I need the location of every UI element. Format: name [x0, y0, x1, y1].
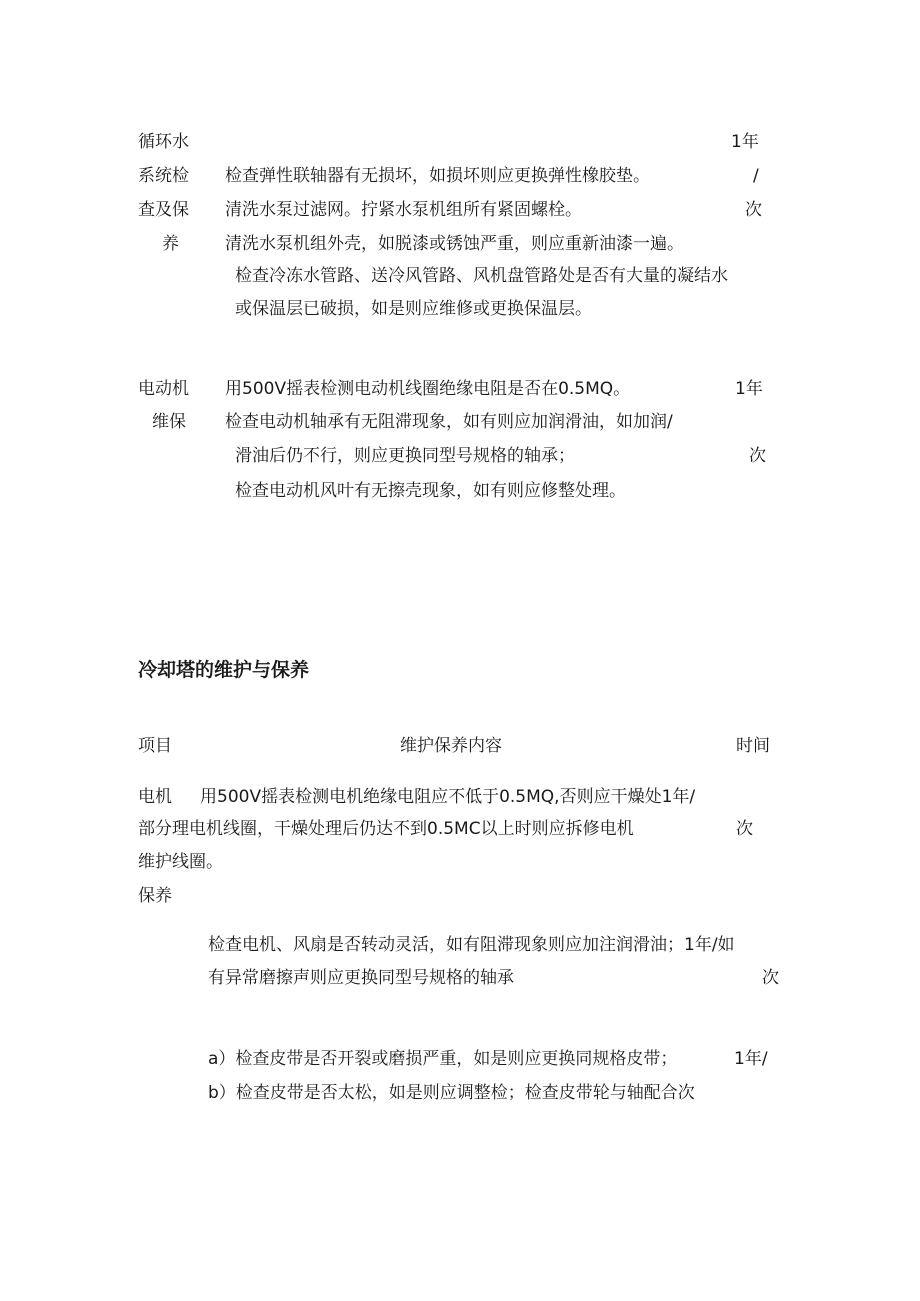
maintenance-line: 清洗水泵过滤网。拧紧水泵机组所有紧固螺栓。: [225, 200, 582, 220]
item-label-line: 电机: [138, 787, 172, 807]
interval-text: 1年: [735, 379, 763, 399]
interval-text: /: [753, 166, 759, 186]
item-label-line: 查及保: [138, 200, 189, 220]
interval-text: 次: [736, 819, 753, 839]
maintenance-line: 有异常磨擦声则应更换同型号规格的轴承: [208, 968, 514, 988]
item-label-line: 系统检: [138, 166, 189, 186]
interval-text: 1年: [731, 132, 759, 152]
maintenance-line: 检查冷冻水管路、送冷风管路、风机盘管路处是否有大量的凝结水: [235, 266, 728, 286]
header-content: 维护保养内容: [400, 736, 502, 756]
maintenance-line: a）检查皮带是否开裂或磨损严重，如是则应更换同规格皮带；: [208, 1049, 678, 1069]
header-time: 时间: [736, 736, 770, 756]
header-item: 项目: [138, 736, 172, 756]
maintenance-line: 用500V摇表检测电动机线圈绝缘电阻是否在0.5MQ。: [225, 379, 631, 399]
maintenance-line: 检查电动机风叶有无擦壳现象，如有则应修整处理。: [235, 481, 626, 501]
maintenance-line: 滑油后仍不行，则应更换同型号规格的轴承；: [235, 446, 575, 466]
maintenance-line: 清洗水泵机组外壳，如脱漆或锈蚀严重，则应重新油漆一遍。: [225, 234, 684, 254]
item-label-line: 电动机: [138, 379, 189, 399]
item-label-line: 养: [162, 234, 179, 254]
maintenance-line: 检查电机、风扇是否转动灵活，如有阻滞现象则应加注润滑油；1年/如: [208, 935, 735, 955]
section-heading: 冷却塔的维护与保养: [138, 659, 310, 681]
maintenance-line: 部分理电机线圈，干燥处理后仍达不到0.5MC以上时则应拆修电机: [138, 819, 634, 839]
maintenance-line: b）检查皮带是否太松，如是则应调整检；检查皮带轮与轴配合次: [208, 1083, 695, 1103]
maintenance-line: 维护线圈。: [138, 852, 223, 872]
maintenance-line: 或保温层已破损，如是则应维修或更换保温层。: [235, 299, 592, 319]
maintenance-line: 用500V摇表检测电机绝缘电阻应不低于0.5MQ,否则应干燥处1年/: [200, 787, 696, 807]
maintenance-line: 检查弹性联轴器有无损坏，如损坏则应更换弹性橡胶垫。: [225, 166, 650, 186]
interval-text: 次: [745, 200, 762, 220]
item-label-line: 维保: [152, 412, 186, 432]
item-label-line: 保养: [138, 886, 172, 906]
interval-text: 1年/: [734, 1049, 768, 1069]
interval-text: 次: [749, 446, 766, 466]
interval-text: 次: [762, 968, 779, 988]
item-label-line: 循环水: [138, 132, 189, 152]
maintenance-line: 检查电动机轴承有无阻滞现象，如有则应加润滑油，如加润/: [225, 412, 673, 432]
